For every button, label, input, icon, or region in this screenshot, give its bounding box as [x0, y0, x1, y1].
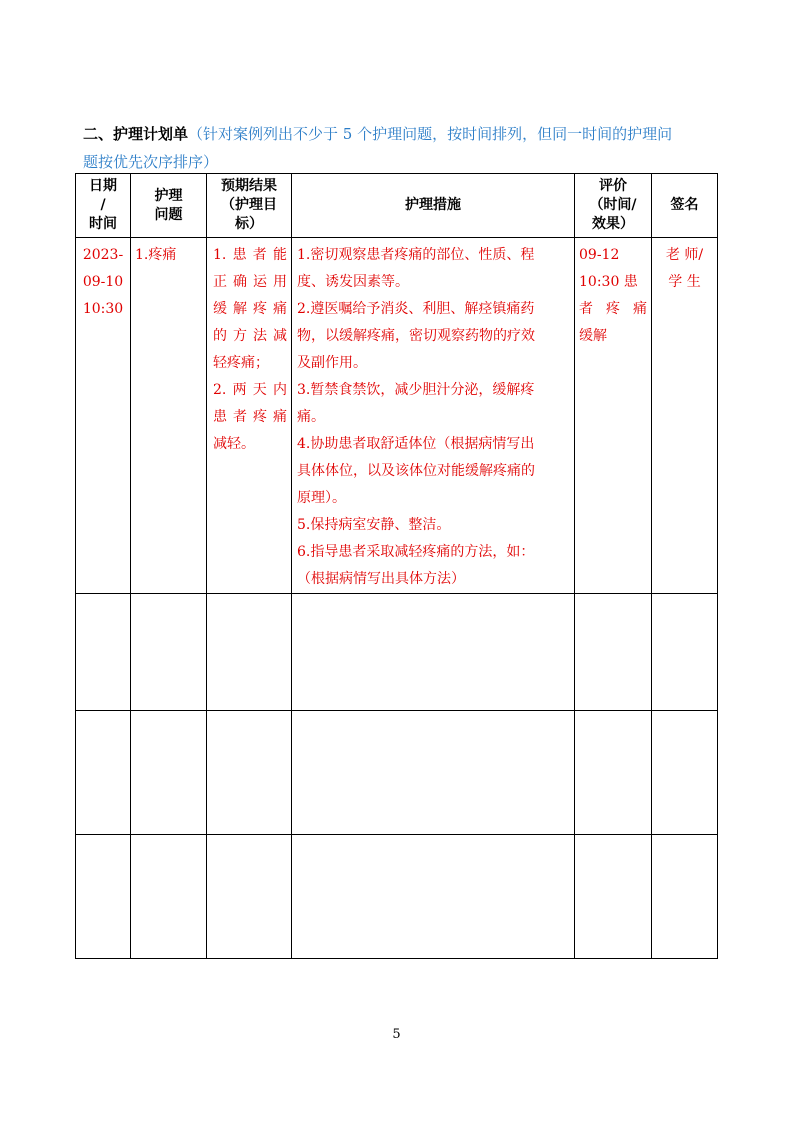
cell-expected-outcome[interactable]: [207, 711, 292, 835]
cell-signature[interactable]: [652, 711, 718, 835]
cell-expected-outcome[interactable]: 1.患者能 正确运用 缓解疼痛 的方法减 轻疼痛； 2.两天内 患者疼痛 减轻。: [207, 238, 292, 594]
header-nursing-measures: 护理措施: [292, 174, 575, 238]
cell-date-time[interactable]: [76, 711, 131, 835]
nursing-plan-table: [75, 173, 718, 959]
cell-expected-outcome[interactable]: [207, 835, 292, 959]
cell-nursing-problem[interactable]: [131, 594, 207, 711]
cell-evaluation[interactable]: [575, 594, 652, 711]
section-heading: [83, 120, 723, 176]
section-title: 二、护理计划单: [83, 125, 189, 143]
cell-expected-outcome[interactable]: [207, 594, 292, 711]
cell-signature[interactable]: [652, 594, 718, 711]
cell-nursing-problem[interactable]: [131, 711, 207, 835]
cell-evaluation[interactable]: [575, 711, 652, 835]
table-row-empty: [76, 594, 718, 711]
table-row: [76, 238, 718, 594]
cell-date-time[interactable]: 2023- 09-10 10:30: [76, 238, 131, 594]
table-header-row: [76, 174, 718, 238]
header-expected-outcome: 预期结果 （护理目 标）: [207, 174, 292, 238]
header-date-time: 日期 / 时间: [76, 174, 131, 238]
cell-nursing-problem[interactable]: 1.疼痛: [131, 238, 207, 594]
cell-date-time[interactable]: [76, 594, 131, 711]
cell-signature[interactable]: [652, 835, 718, 959]
cell-nursing-problem[interactable]: [131, 835, 207, 959]
section-instruction-line2: 题按优先次序排序）: [83, 153, 219, 171]
header-signature: 签名: [652, 174, 718, 238]
cell-evaluation[interactable]: [575, 835, 652, 959]
cell-signature[interactable]: 老 师/ 学 生: [652, 238, 718, 594]
cell-nursing-measures[interactable]: [292, 711, 575, 835]
page-number: 5: [392, 1027, 401, 1042]
table-row-empty: [76, 835, 718, 959]
header-nursing-problem: 护理 问题: [131, 174, 207, 238]
table-row-empty: [76, 711, 718, 835]
section-instruction-line1: （针对案例列出不少于 5 个护理问题，按时间排列，但同一时间的护理问: [188, 125, 673, 143]
cell-nursing-measures[interactable]: [292, 835, 575, 959]
cell-nursing-measures[interactable]: 1.密切观察患者疼痛的部位、性质、程 度、诱发因素等。 2.遵医嘱给予消炎、利胆、解痉镇痛药 物，以缓解疼痛，密切观察药物的疗效 及副作用。 3.暂禁食禁饮，减少胆汁分泌，缓解疼 痛。 4.协助患者取舒适体位（根据病情写出 具体体位，以及该体位对能缓解疼痛的 原理）。 5.保持病室安静、整洁。 6.指导患者采取减轻疼痛的方法，如： （根据病情写出具体方法）: [292, 238, 575, 594]
cell-evaluation[interactable]: 09-12 10:30 患 者疼痛 缓解: [575, 238, 652, 594]
cell-date-time[interactable]: [76, 835, 131, 959]
header-evaluation: 评价 （时间/ 效果）: [575, 174, 652, 238]
cell-nursing-measures[interactable]: [292, 594, 575, 711]
